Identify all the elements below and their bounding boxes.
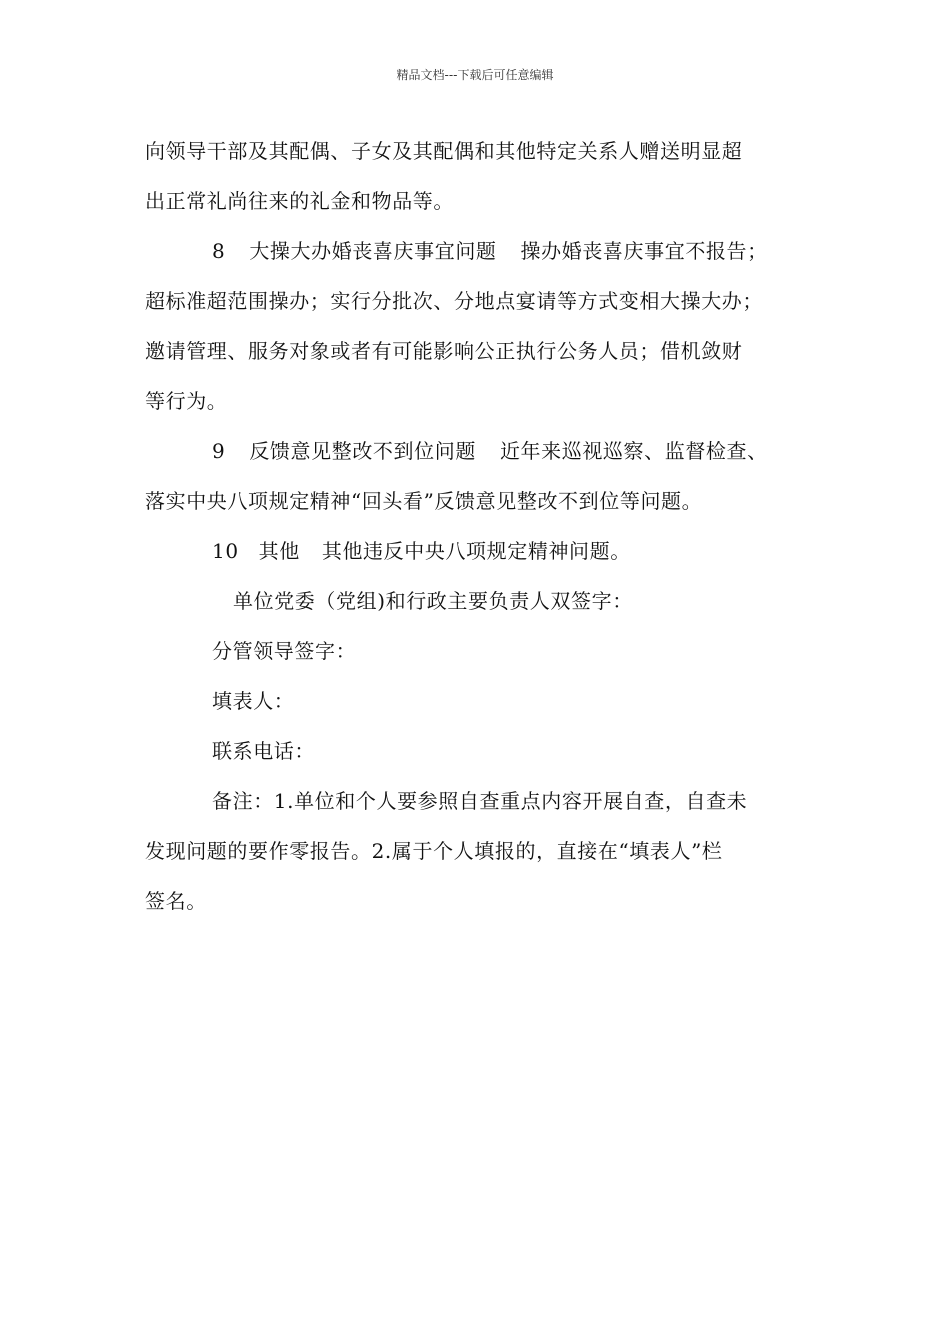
item-9: [212, 438, 768, 464]
item-title: 反馈意见整改不到位问题: [249, 439, 476, 463]
item-number: 10: [212, 539, 239, 563]
item-title: 其他: [258, 539, 300, 563]
item-number: 8: [212, 239, 226, 263]
note-line: 签名。: [145, 889, 207, 913]
item-text: 其他违反中央八项规定精神问题。: [321, 539, 631, 563]
contact-phone-line: 联系电话：: [212, 739, 315, 763]
body-line: 出正常礼尚往来的礼金和物品等。: [145, 189, 454, 213]
note-line: 备注：1.单位和个人要参照自查重点内容开展自查，自查未: [212, 789, 748, 813]
body-line: 等行为。: [145, 389, 228, 413]
signature-line-supervisor: 分管领导签字：: [212, 639, 357, 663]
item-8: [212, 238, 768, 264]
signature-line-leaders: 单位党委（党组)和行政主要负责人双签字：: [233, 589, 633, 613]
item-number: 9: [212, 439, 226, 463]
body-line: 向领导干部及其配偶、子女及其配偶和其他特定关系人赠送明显超: [145, 139, 743, 163]
page-header: 精品文档---下载后可任意编辑: [396, 68, 554, 82]
body-line: 落实中央八项规定精神“回头看”反馈意见整改不到位等问题。: [145, 489, 703, 513]
item-text: 操办婚丧喜庆事宜不报告；: [520, 239, 768, 263]
item-title: 大操大办婚丧喜庆事宜问题: [249, 239, 497, 263]
item-10: [212, 538, 631, 564]
item-text: 近年来巡视巡察、监督检查、: [499, 439, 768, 463]
body-line: 邀请管理、服务对象或者有可能影响公正执行公务人员；借机敛财: [145, 339, 743, 363]
body-line: 超标准超范围操办；实行分批次、分地点宴请等方式变相大操大办；: [145, 289, 763, 313]
note-line: 发现问题的要作零报告。2.属于个人填报的，直接在“填表人”栏: [145, 839, 723, 863]
signature-line-filler: 填表人：: [212, 689, 295, 713]
